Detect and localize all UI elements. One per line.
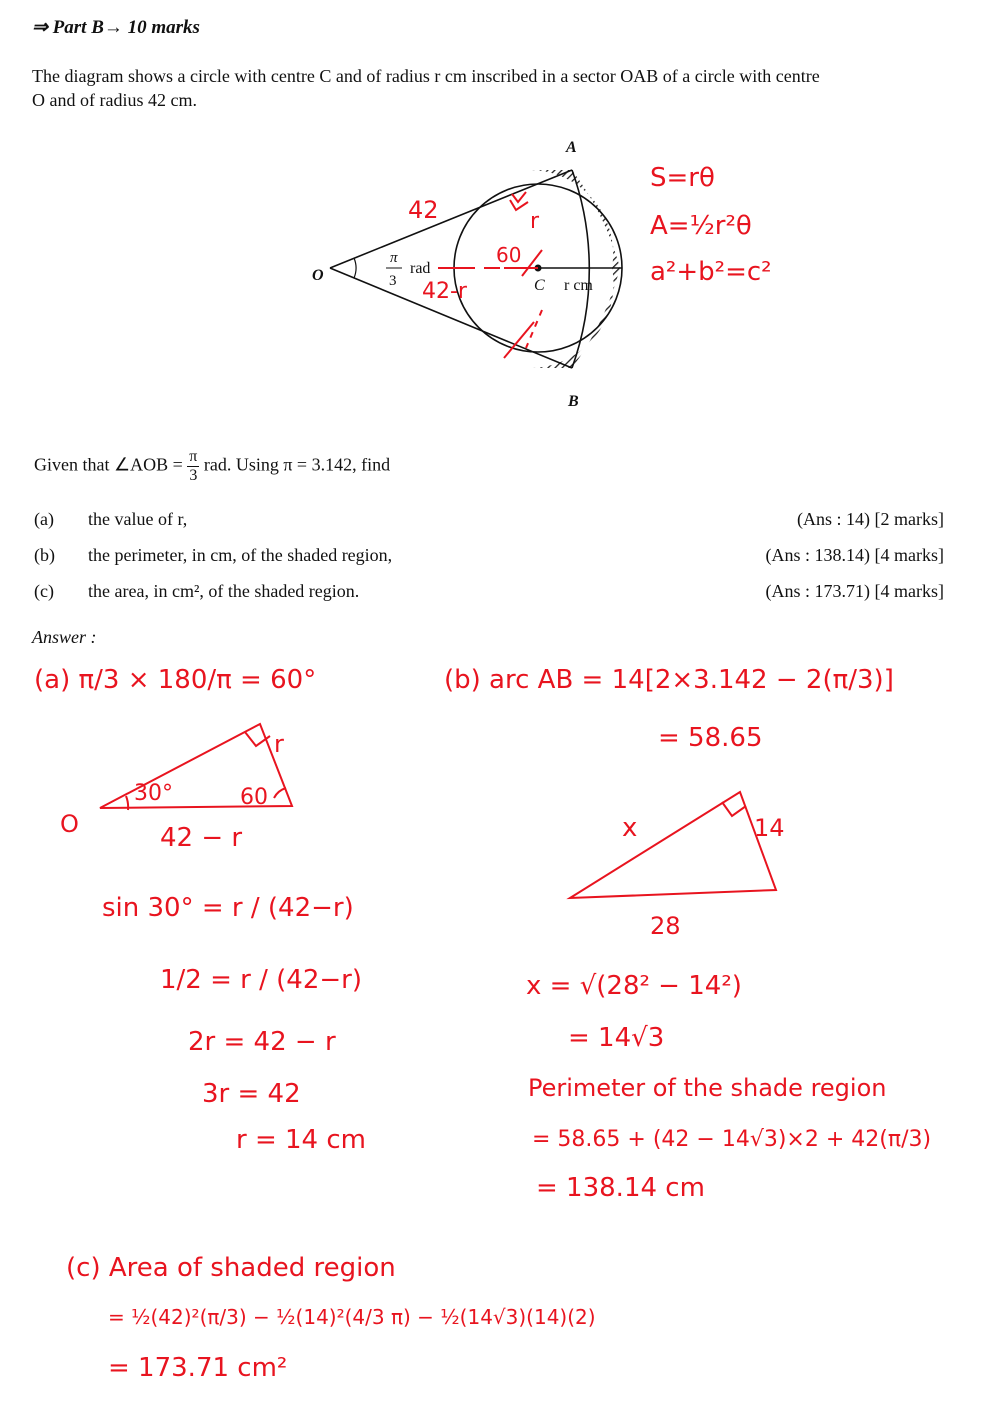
c-line2: = ½(42)²(π/3) − ½(14)²(4/3 π) − ½(14√3)(14)(2) [108, 1305, 596, 1329]
a-line1: (a) π/3 × 180/π = 60° [34, 665, 317, 695]
b-triangle [570, 792, 776, 898]
b-tri-28: 28 [650, 912, 681, 940]
a-sin: sin 30° = r / (42−r) [102, 893, 354, 923]
c-line3: = 173.71 cm² [108, 1353, 288, 1383]
b-per: Perimeter of the shade region [528, 1074, 887, 1102]
b-tri-14: 14 [754, 814, 785, 842]
c-line1: (c) Area of shaded region [66, 1253, 396, 1283]
b-tri-x: x [622, 813, 638, 843]
sector-diagram [290, 130, 650, 420]
answer-label: Answer : [32, 627, 97, 647]
b-per2: = 58.65 + (42 − 14√3)×2 + 42(π/3) [532, 1127, 932, 1152]
label-B: B [568, 393, 579, 410]
given-statement: Given that ∠AOB = $\frac{\pi}{3}$ rad. Using π = 3.142, find [34, 448, 391, 484]
intro-line-1: The diagram shows a circle with centre C and of radius r cm inscribed in a sector OAB of a circle with centre [32, 66, 820, 86]
hw-42: 42 [408, 196, 439, 224]
a-tri-r: r [274, 730, 284, 758]
b-line1: (b) arc AB = 14[2×3.142 − 2(π/3)] [444, 665, 894, 695]
label-C: C [534, 277, 545, 294]
a-tri-60: 60 [240, 785, 268, 810]
a-2r: 2r = 42 − r [188, 1027, 336, 1057]
work-part-b [440, 650, 960, 1210]
a-3r: 3r = 42 [202, 1079, 301, 1109]
formula-arc: S=rθ [650, 163, 715, 193]
formula-pythag: a²+b²=c² [650, 257, 772, 287]
a-r: r = 14 cm [236, 1125, 366, 1155]
label-rcm: r cm [564, 277, 593, 294]
problem-intro [32, 64, 952, 112]
label-O: O [312, 267, 324, 284]
formula-notes [640, 150, 820, 300]
angle-den: 3 [389, 273, 397, 289]
intro-line-2: O and of radius 42 cm. [32, 90, 197, 110]
angle-unit: rad [410, 260, 431, 277]
formula-area: A=½r²θ [650, 211, 752, 241]
b-x2: = 14√3 [568, 1023, 665, 1053]
label-A: A [566, 139, 577, 156]
hw-60: 60 [496, 243, 522, 267]
part-header: ⇒ Part B→ 10 marks [32, 17, 200, 38]
a-tri-base: 42 − r [160, 823, 243, 853]
b-x: x = √(28² − 14²) [526, 971, 742, 1001]
given-fraction: $\frac{\pi}{3}$ [189, 448, 198, 484]
hw-r: r [530, 209, 540, 234]
work-part-a [30, 650, 450, 1190]
a-tri-30: 30° [134, 781, 173, 806]
angle-num: π [390, 250, 398, 266]
work-part-c [60, 1240, 700, 1390]
angle-arc-O [354, 258, 356, 278]
a-half: 1/2 = r / (42−r) [160, 965, 362, 995]
b-per3: = 138.14 cm [536, 1173, 705, 1203]
b-line2: = 58.65 [658, 723, 763, 753]
hw-42-r: 42-r [422, 279, 467, 304]
a-tri-O: O [60, 810, 79, 838]
